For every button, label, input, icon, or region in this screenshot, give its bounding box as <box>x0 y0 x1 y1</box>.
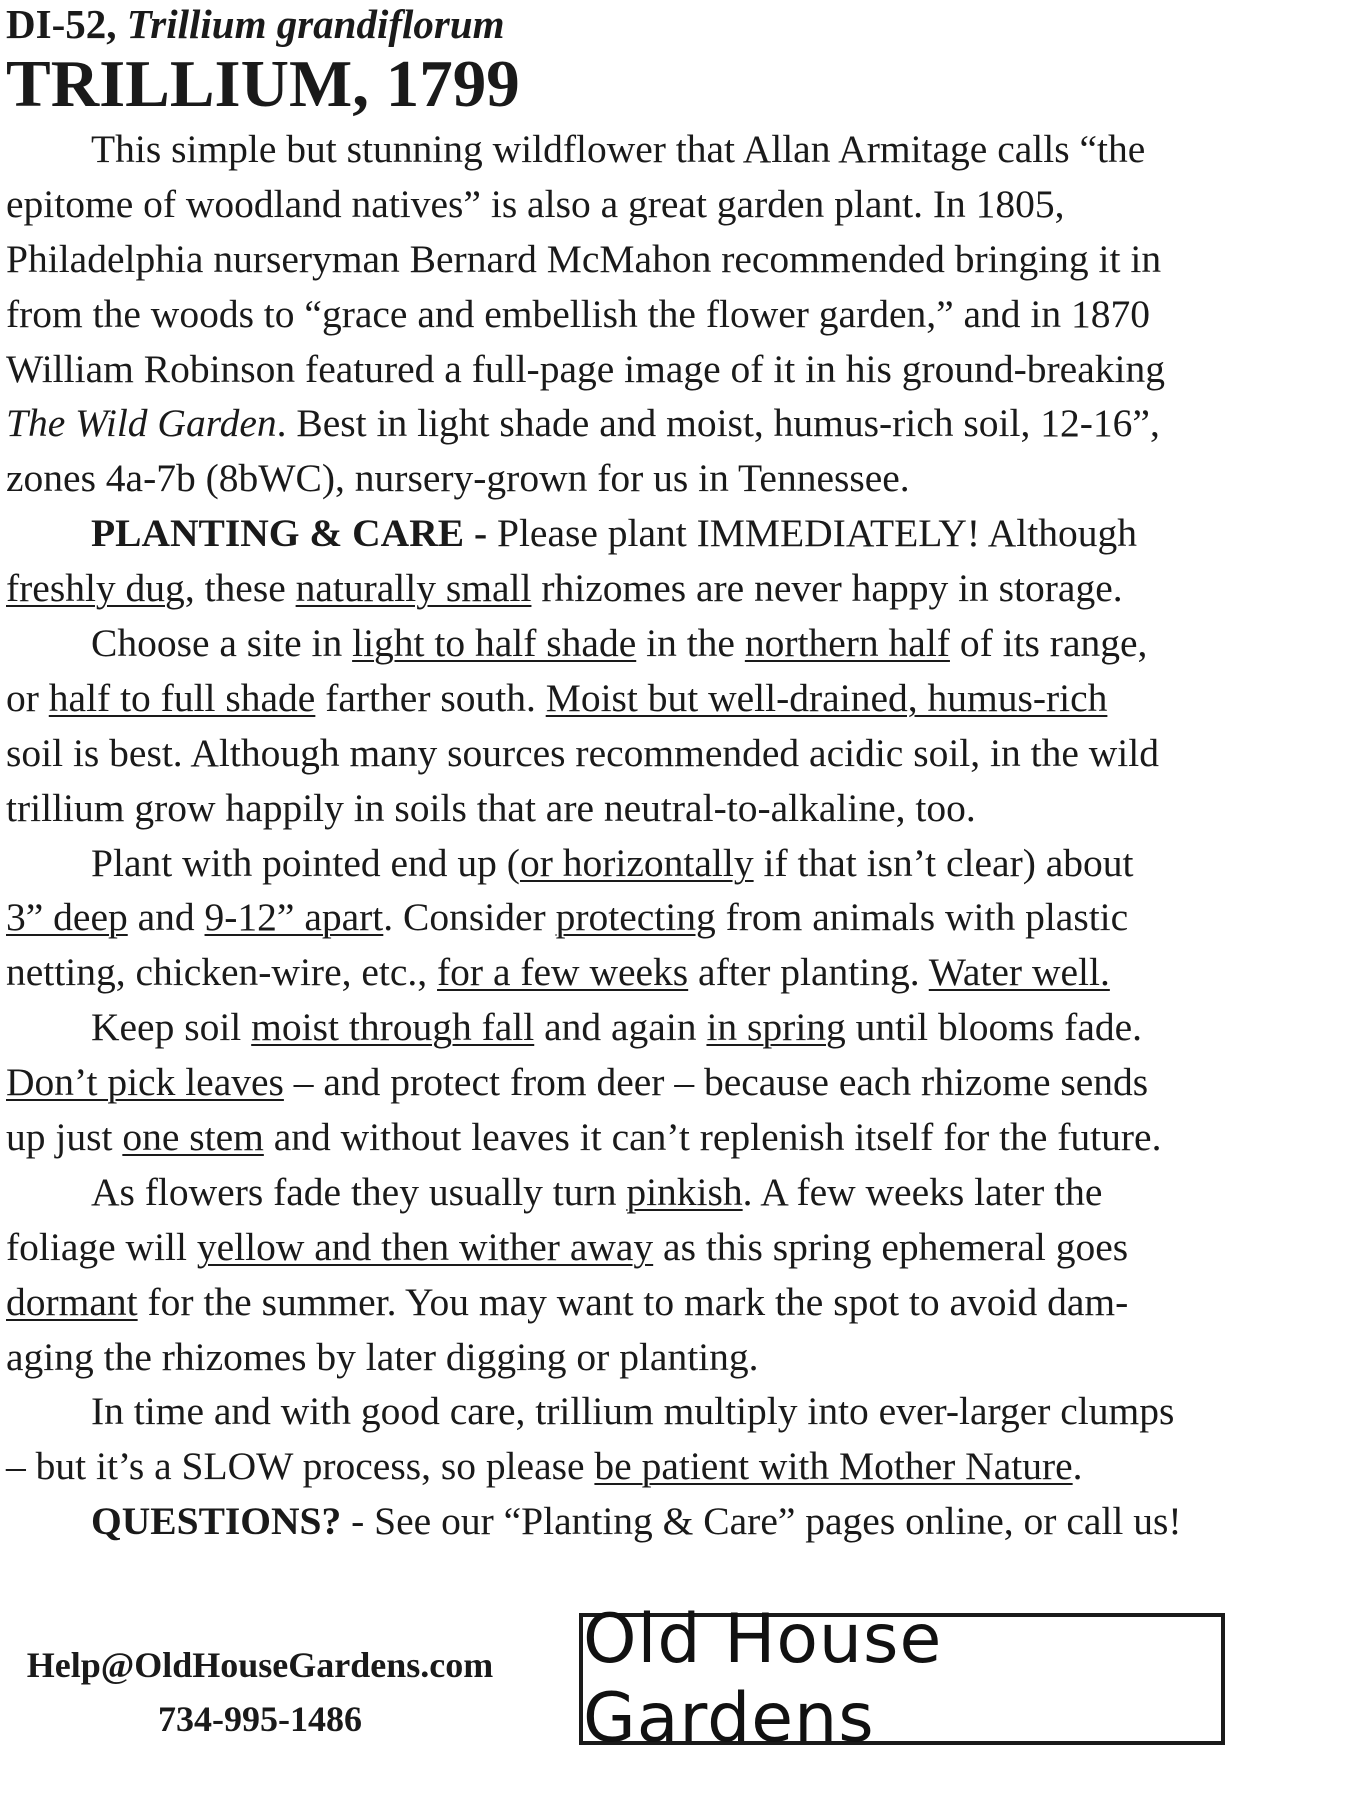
site-paragraph-line: soil is best. Although many sources recommended acidic soil, in the wild <box>6 730 1159 775</box>
book-title: The Wild Garden <box>6 401 277 446</box>
contact-info <box>10 1638 510 1746</box>
planting-paragraph-line: Plant with pointed end up (or horizontally if that isn’t clear) about <box>91 840 1134 885</box>
latin-name: Trillium grandiflorum <box>126 1 505 47</box>
paragraph-intro-line: William Robinson featured a full-page image of it in his ground-breaking <box>6 346 1165 391</box>
document-page <box>6 0 1296 1549</box>
care-paragraph-line: up just one stem and without leaves it can’t replenish itself for the future. <box>6 1115 1162 1160</box>
patience-paragraph-line: – but it’s a SLOW process, so please be patient with Mother Nature. <box>6 1444 1083 1489</box>
site-paragraph-line: trillium grow happily in soils that are neutral-to-alkaline, too. <box>6 785 976 830</box>
body-text <box>6 122 1296 1549</box>
dormancy-paragraph-line: dormant for the summer. You may want to mark the spot to avoid dam- <box>6 1279 1129 1324</box>
brand-logo-box <box>579 1600 1225 1758</box>
dormancy-paragraph-line: foliage will yellow and then wither away as this spring ephemeral goes <box>6 1224 1129 1269</box>
paragraph-intro-line: Philadelphia nurseryman Bernard McMahon recommended bringing it in <box>6 236 1162 281</box>
planting-care-heading: PLANTING & CARE - <box>91 511 488 556</box>
site-paragraph-line: or half to full shade farther south. Moist but well-drained, humus-rich <box>6 675 1108 720</box>
paragraph-intro-line: This simple but stunning wildflower that Allan Armitage calls “the <box>91 127 1146 171</box>
planting-paragraph-line: netting, chicken-wire, etc., for a few weeks after planting. Water well. <box>6 950 1110 995</box>
email-link[interactable]: Help@OldHouseGardens.com <box>26 1645 494 1685</box>
site-paragraph-line: Choose a site in light to half shade in the northern half of its range, <box>91 621 1148 666</box>
page-title: TRILLIUM, 1799 <box>6 47 520 121</box>
paragraph-intro-line: zones 4a-7b (8bWC), nursery-grown for us in Tennessee. <box>6 456 910 501</box>
questions-heading: QUESTIONS? <box>91 1499 342 1544</box>
care-paragraph-line: Don’t pick leaves – and protect from deer – because each rhizome sends <box>6 1060 1149 1105</box>
phone-number: 734-995-1486 <box>158 1699 362 1739</box>
dormancy-paragraph-line: aging the rhizomes by later digging or planting. <box>6 1334 759 1379</box>
item-code-line <box>6 0 1296 48</box>
paragraph-intro-line: from the woods to “grace and embellish the flower garden,” and in 1870 <box>6 291 1151 336</box>
planting-care-line: freshly dug, these naturally small rhizomes are never happy in storage. <box>6 566 1123 611</box>
patience-paragraph-line: In time and with good care, trillium multiply into ever-larger clumps <box>91 1389 1175 1434</box>
paragraph-intro-line: The Wild Garden. Best in light shade and moist, humus-rich soil, 12-16”, <box>6 401 1160 446</box>
planting-care-line: PLANTING & CARE - Please plant IMMEDIATELY! Although <box>91 511 1138 556</box>
dormancy-paragraph-line: As flowers fade they usually turn pinkish. A few weeks later the <box>91 1169 1103 1214</box>
care-paragraph-line: Keep soil moist through fall and again in spring until blooms fade. <box>91 1005 1143 1050</box>
item-code: DI-52, <box>6 1 117 47</box>
questions-line: QUESTIONS? - See our “Planting & Care” pages online, or call us! <box>91 1499 1182 1544</box>
planting-paragraph-line: 3” deep and 9-12” apart. Consider protecting from animals with plastic <box>6 895 1129 940</box>
brand-logo: Old House Gardens <box>583 1600 943 1758</box>
paragraph-intro-line: epitome of woodland natives” is also a great garden plant. In 1805, <box>6 181 1065 226</box>
